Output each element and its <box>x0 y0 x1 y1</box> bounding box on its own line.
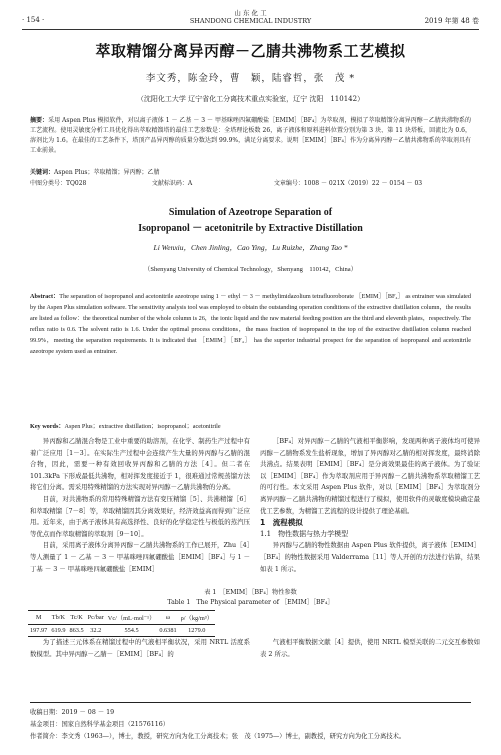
body-paragraph: 异丙醇与乙腈的物性数据由 Aspen Plus 软件提供，离子液体［EMIM］［BF₄］的物性数据采用 Valderrama［11］等人开创的方法进行估算，结果如表 1 所示。 <box>260 541 480 573</box>
authors-en: Li Wenxiu，Chen Jinling，Cao Ying，Lu Ruizhe，Zhang Tao * <box>153 243 348 252</box>
body-paragraph: 气液相平衡数据文献［4］提供，使用 NRTL 模型关联的二元交互参数如表 2 所示。 <box>260 638 480 658</box>
affiliation-cn: （沈阳化工大学 辽宁省化工分离技术重点实验室，辽宁 沈阳 110142） <box>136 95 365 103</box>
authors-cn: 李文秀，陈金玲，曹 颖，陆睿哲，张 茂 * <box>145 73 356 84</box>
abstract-cn-text: 采用 Aspen Plus 模拟软件，对以离子液体 1 － 乙基 － 3 － 甲基咪唑四氟硼酸盐［EMIM］［BF₄］为萃取剂，模拟了萃取精馏分离异丙醇－乙腈共沸物系的工艺流程。使用灵敏度分析工具优化得出萃取精馏塔的最佳工艺参数是：全塔理论板数 26，离子液体和原料进料位置分别为第 3 块、第 11 块塔板，回流比为 0.6，溶剂比为 1.6。在最佳的工艺条件下，塔顶产品异丙醇的质量分数达到 99.9%，满足分离要求。说明［EMIM］［BF₄］作为分离异丙醇－乙腈共沸物系的萃取剂具有工业前景。 <box>30 117 471 154</box>
running-header <box>22 8 479 30</box>
body-paragraph: ［BF₄］对异丙醇－乙腈的气液相平衡影响，发现两种离子液体均可使异丙醇－乙腈物系发生盐析现象，增加了异丙醇对乙腈的相对挥发度，最终消除共沸点。结果表明［EMIM］［BF₄］是分离效果最佳的离子液体。为了验证以［EMIM］［BF₄］作为萃取剂应用于异丙醇－乙腈共沸物系萃取精馏工艺的可行性。本文采用 Aspen Plus 软件，对以［EMIM］［BF₄］为萃取剂分离异丙醇－乙腈共沸物的精馏过程进行了模拟，使用软件的灵敏度模块确定最优工艺参数，为精馏工艺流程的设计提供了理论基础。 <box>260 437 480 515</box>
journal-name-en: SHANDONG CHEMICAL INDUSTRY <box>189 16 312 25</box>
keywords-cn <box>30 168 471 177</box>
table-cell: 619.9 <box>51 627 66 634</box>
table-cell: 0.6381 <box>159 627 177 634</box>
section-heading: 1 流程模拟 <box>260 518 303 528</box>
table-header-cell: M <box>35 614 42 621</box>
title-en-line1: Simulation of Azeotrope Separation of <box>168 207 333 218</box>
body-left-column-lower <box>30 637 250 660</box>
volume-info: 2019 年第 48 卷 <box>424 17 479 25</box>
table-row <box>28 625 215 637</box>
footnote <box>30 702 471 743</box>
body-paragraph: 目前，对共沸物系的常用特殊精馏方法有变压精馏［5］、共沸精馏［6］和萃取精馏［7－8］等，萃取精馏因其分离效果好，经济效益高而得到广泛应用。近年来，由于离子液体具有高选择性、良好的化学稳定性与极低的蒸汽压等优点而作萃取精馏的萃取剂［9－10］。 <box>30 494 250 538</box>
clc-number: 中图分类号：TQ028 <box>30 180 87 187</box>
table-caption-en: Table 1 The Physical parameter of ［EMIM］［BF₄］ <box>167 599 334 606</box>
title-en <box>22 205 479 237</box>
table-caption-cn: 表 1 ［EMIM］［BF₄］物性参数 <box>204 589 297 596</box>
abstract-cn <box>30 116 471 156</box>
table-header-cell: Tc/K <box>70 614 83 621</box>
table-header-cell: ρ/（kg/m³） <box>180 615 213 622</box>
journal-name <box>22 10 479 25</box>
body-paragraph: 异丙醇和乙腈混合物是工业中重要的助溶剂，在化学、制药生产过程中有着广泛应用［1－3］。在实际生产过程中会连续产生大量的异丙醇与乙腈的混合物，因此，需要一种有效回收异丙醇和乙腈的方法［4］。但二者在 101.3kPa 下形成最低共沸物，相对挥发度接近于 1，很难通过常规蒸馏方法将它们分离。需采用特殊精馏的方法实现对异丙醇－乙腈共沸物的分离。 <box>30 437 250 492</box>
abstract-en-text: The separation of isopropanol and acetonitrile azeotrope using 1 － ethyl － 3 － methylimidazolium tetrafluoroborate ［EMIM］［BF₄］ as entrainer was simulated by the Aspen Plus simulation software. The sensitivity analysis tool was employed to obtain the outstanding operation conditions of the extractive distillation column，the results are listed as follow：the theoretical number of the whole column is 26，the ionic liquid and the raw material feeding position are the third and eleventh plates，respectively. The reflux ratio is 0.6. The solvent ratio is 1.6. Under the optimal process conditions，the mass fraction of isopropanol in the top of the extractive distillation column reached 99.9%，meeting the separation requirements. It is indicated that ［EMIM］［BF₄］ has the superior industrial prospect for the separation of isopropanol and acetonitrile azeotrope system used as entrainer. <box>30 293 472 355</box>
table-cell: 863.5 <box>69 627 84 634</box>
table-cell: 32.2 <box>90 627 102 634</box>
body-paragraph: 为了描述三元体系在精馏过程中的气液相平衡状况，采用 NRTL 活度系数模型。其中异丙醇－乙腈－［EMIM］［BF₄］的 <box>30 638 250 658</box>
abstract-cn-label: 摘要： <box>30 117 49 124</box>
table-caption <box>22 588 479 608</box>
abstract-en-label: Abstract： <box>30 293 60 300</box>
title-en-line2: Isopropanol － acetonitrile by Extractive Distillation <box>138 223 363 234</box>
table-cell: 554.5 <box>124 627 139 634</box>
document-code: 文献标识码：A <box>151 180 193 187</box>
subsection-heading: 1.1 物性数据与热力学模型 <box>260 529 349 538</box>
keywords-cn-text: Aspen Plus；萃取精馏；异丙醇；乙腈 <box>54 169 160 176</box>
article-id: 文章编号：1008 － 021X（2019）22 － 0154 － 03 <box>273 180 423 187</box>
author-bio: 作者简介：李文秀（1963—），博士，教授，研究方向为化工分离技术；张 茂（1975—）博士，副教授，研究方向为化工分离技术。 <box>30 733 406 740</box>
page-number: · 154 · <box>22 16 45 24</box>
journal-name-cn: 山 东 化 工 <box>234 9 267 17</box>
body-right-column-lower <box>260 637 480 660</box>
table-header-cell: Vc/（mL·mol⁻¹） <box>107 615 156 622</box>
title-cn: 萃取精馏分离异丙醇－乙腈共沸物系工艺模拟 <box>95 42 406 60</box>
physical-parameter-table <box>28 610 215 637</box>
affiliation-en: （Shenyang University of Chemical Technology，Shenyang 110142，China） <box>143 266 358 273</box>
table-cell: 1279.0 <box>188 627 206 634</box>
keywords-en-label: Key words： <box>30 423 65 430</box>
table-header-cell: ω <box>165 614 171 621</box>
keywords-en <box>30 421 471 430</box>
article-meta-cn <box>30 179 471 188</box>
table-cell: 197.97 <box>30 627 48 634</box>
table-header-cell: Tb/K <box>51 614 66 621</box>
fund-info: 基金项目：国家自然科学基金项目（21576116） <box>30 721 170 728</box>
received-date: 收稿日期：2019 － 08 － 19 <box>30 709 115 716</box>
table-header-row <box>28 611 215 625</box>
abstract-en <box>30 291 471 357</box>
keywords-cn-label: 关键词： <box>30 169 55 176</box>
body-right-column <box>260 436 480 575</box>
table-header-cell: Pc/bar <box>87 614 104 621</box>
body-paragraph: 目前，采用离子液体分离异丙醇－乙腈共沸物系的工作已展开，Zhu［4］等人测量了 1 － 乙基 － 3 － 甲基咪唑四氟硼酸盐［EMIM］［BF₄］与 1 － 丁基 － 3 － 甲基咪唑四氟硼酸盐［EMIM］ <box>30 541 250 573</box>
body-left-column <box>30 436 250 575</box>
keywords-en-text: Aspen Plus；extractive distillation；isopropanol；acetonitrile <box>64 423 221 430</box>
